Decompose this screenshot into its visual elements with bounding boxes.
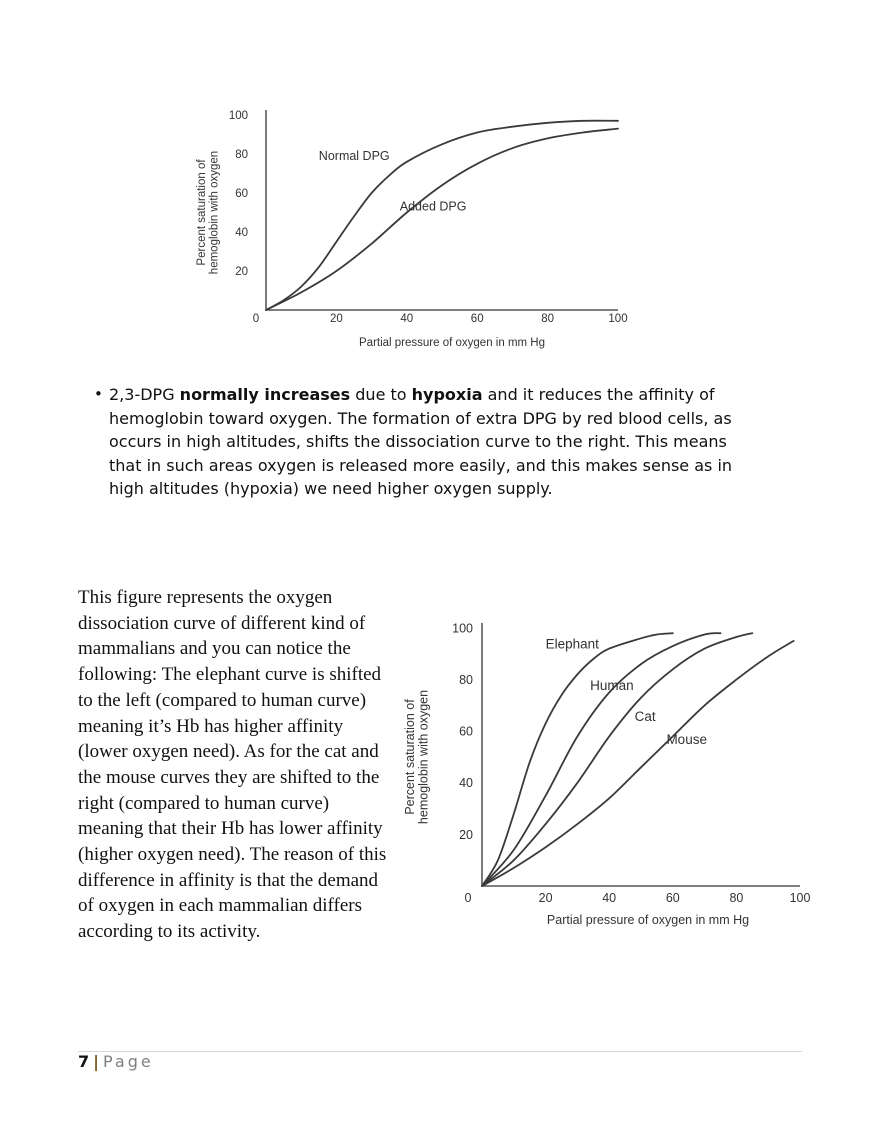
y-axis-label: hemoglobin with oxygen bbox=[416, 689, 431, 825]
dpg-bullet-point bbox=[94, 383, 754, 501]
x-tick-label: 100 bbox=[789, 891, 811, 905]
page-label: Page bbox=[102, 1052, 154, 1071]
series-label: Added DPG bbox=[399, 199, 467, 214]
series-line-human bbox=[482, 633, 721, 886]
footer-separator: | bbox=[93, 1052, 99, 1071]
y-tick-label: 40 bbox=[459, 776, 473, 791]
y-tick-label: 20 bbox=[459, 827, 473, 842]
bullet-text-part: due to bbox=[350, 385, 412, 404]
dpg-chart bbox=[190, 100, 640, 360]
footer-divider bbox=[78, 1051, 802, 1052]
y-tick-label: 60 bbox=[235, 188, 248, 201]
x-tick-label: 100 bbox=[608, 313, 628, 325]
page-number: 7 bbox=[78, 1052, 90, 1071]
y-tick-label: 100 bbox=[228, 110, 248, 123]
y-tick-label: 20 bbox=[235, 266, 248, 279]
x-tick-label: 80 bbox=[541, 313, 554, 325]
bullet-bold-hypoxia: hypoxia bbox=[411, 385, 483, 404]
mammal-curve-paragraph: This figure represents the oxygen dissociation curve of different kind of mammalians and you can notice the following: The elephant curve is shifted to the left (compared to human curve) meaning it’s Hb has higher affinity (lower oxygen need). As for the cat and the mouse curves they are shifted to the right (compared to human curve) meaning that their Hb has lower affinity (higher oxygen need). The reason of this difference in affinity is that the demand of oxygen in each mammalian differs according to its activity. bbox=[78, 587, 387, 943]
y-tick-label: 60 bbox=[459, 724, 473, 739]
x-axis-label: Partial pressure of oxygen in mm Hg bbox=[546, 913, 750, 927]
bullet-marker: • bbox=[94, 385, 103, 403]
y-tick-label: 80 bbox=[459, 672, 473, 687]
y-axis-label: Percent saturation of bbox=[196, 159, 208, 266]
mammal-chart bbox=[398, 610, 818, 935]
series-label: Cat bbox=[634, 708, 656, 724]
series-label: Elephant bbox=[545, 636, 599, 652]
x-tick-label: 60 bbox=[665, 891, 680, 905]
y-axis-label: Percent saturation of bbox=[403, 699, 417, 815]
x-tick-label: 0 bbox=[252, 313, 260, 325]
bullet-text-part: and it reduces the affinity of hemoglobin toward oxygen. The formation of extra DPG by red blood cells, as occurs in high altitudes, shifts the dissociation curve to the right. This means that in such areas oxygen is released more easily, and this makes sense as in high altitudes (hypoxia) we need higher oxygen supply. bbox=[109, 385, 733, 499]
x-tick-label: 80 bbox=[729, 891, 744, 905]
y-axis-label: hemoglobin with oxygen bbox=[208, 150, 221, 275]
y-tick-label: 100 bbox=[452, 621, 473, 636]
y-tick-label: 80 bbox=[235, 149, 248, 162]
page-footer bbox=[78, 1052, 154, 1071]
bullet-text-part: 2,3-DPG bbox=[109, 385, 180, 404]
x-axis-label: Partial pressure of oxygen in mm Hg bbox=[359, 337, 545, 349]
x-tick-label: 40 bbox=[400, 313, 414, 325]
bullet-text bbox=[109, 383, 754, 501]
x-tick-label: 20 bbox=[330, 313, 343, 325]
series-label: Human bbox=[590, 677, 634, 693]
y-tick-label: 40 bbox=[235, 227, 248, 240]
series-line-elephant bbox=[482, 633, 673, 886]
x-tick-label: 60 bbox=[470, 313, 484, 325]
x-tick-label: 0 bbox=[464, 891, 472, 905]
series-label: Normal DPG bbox=[318, 148, 390, 163]
dpg-chart-svg bbox=[190, 100, 640, 360]
x-tick-label: 40 bbox=[602, 891, 617, 905]
x-tick-label: 20 bbox=[538, 891, 553, 905]
mammal-chart-svg bbox=[398, 610, 818, 935]
bullet-bold-normally-increases: normally increases bbox=[179, 385, 351, 404]
series-label: Mouse bbox=[666, 732, 707, 748]
series-line-cat bbox=[482, 633, 752, 886]
